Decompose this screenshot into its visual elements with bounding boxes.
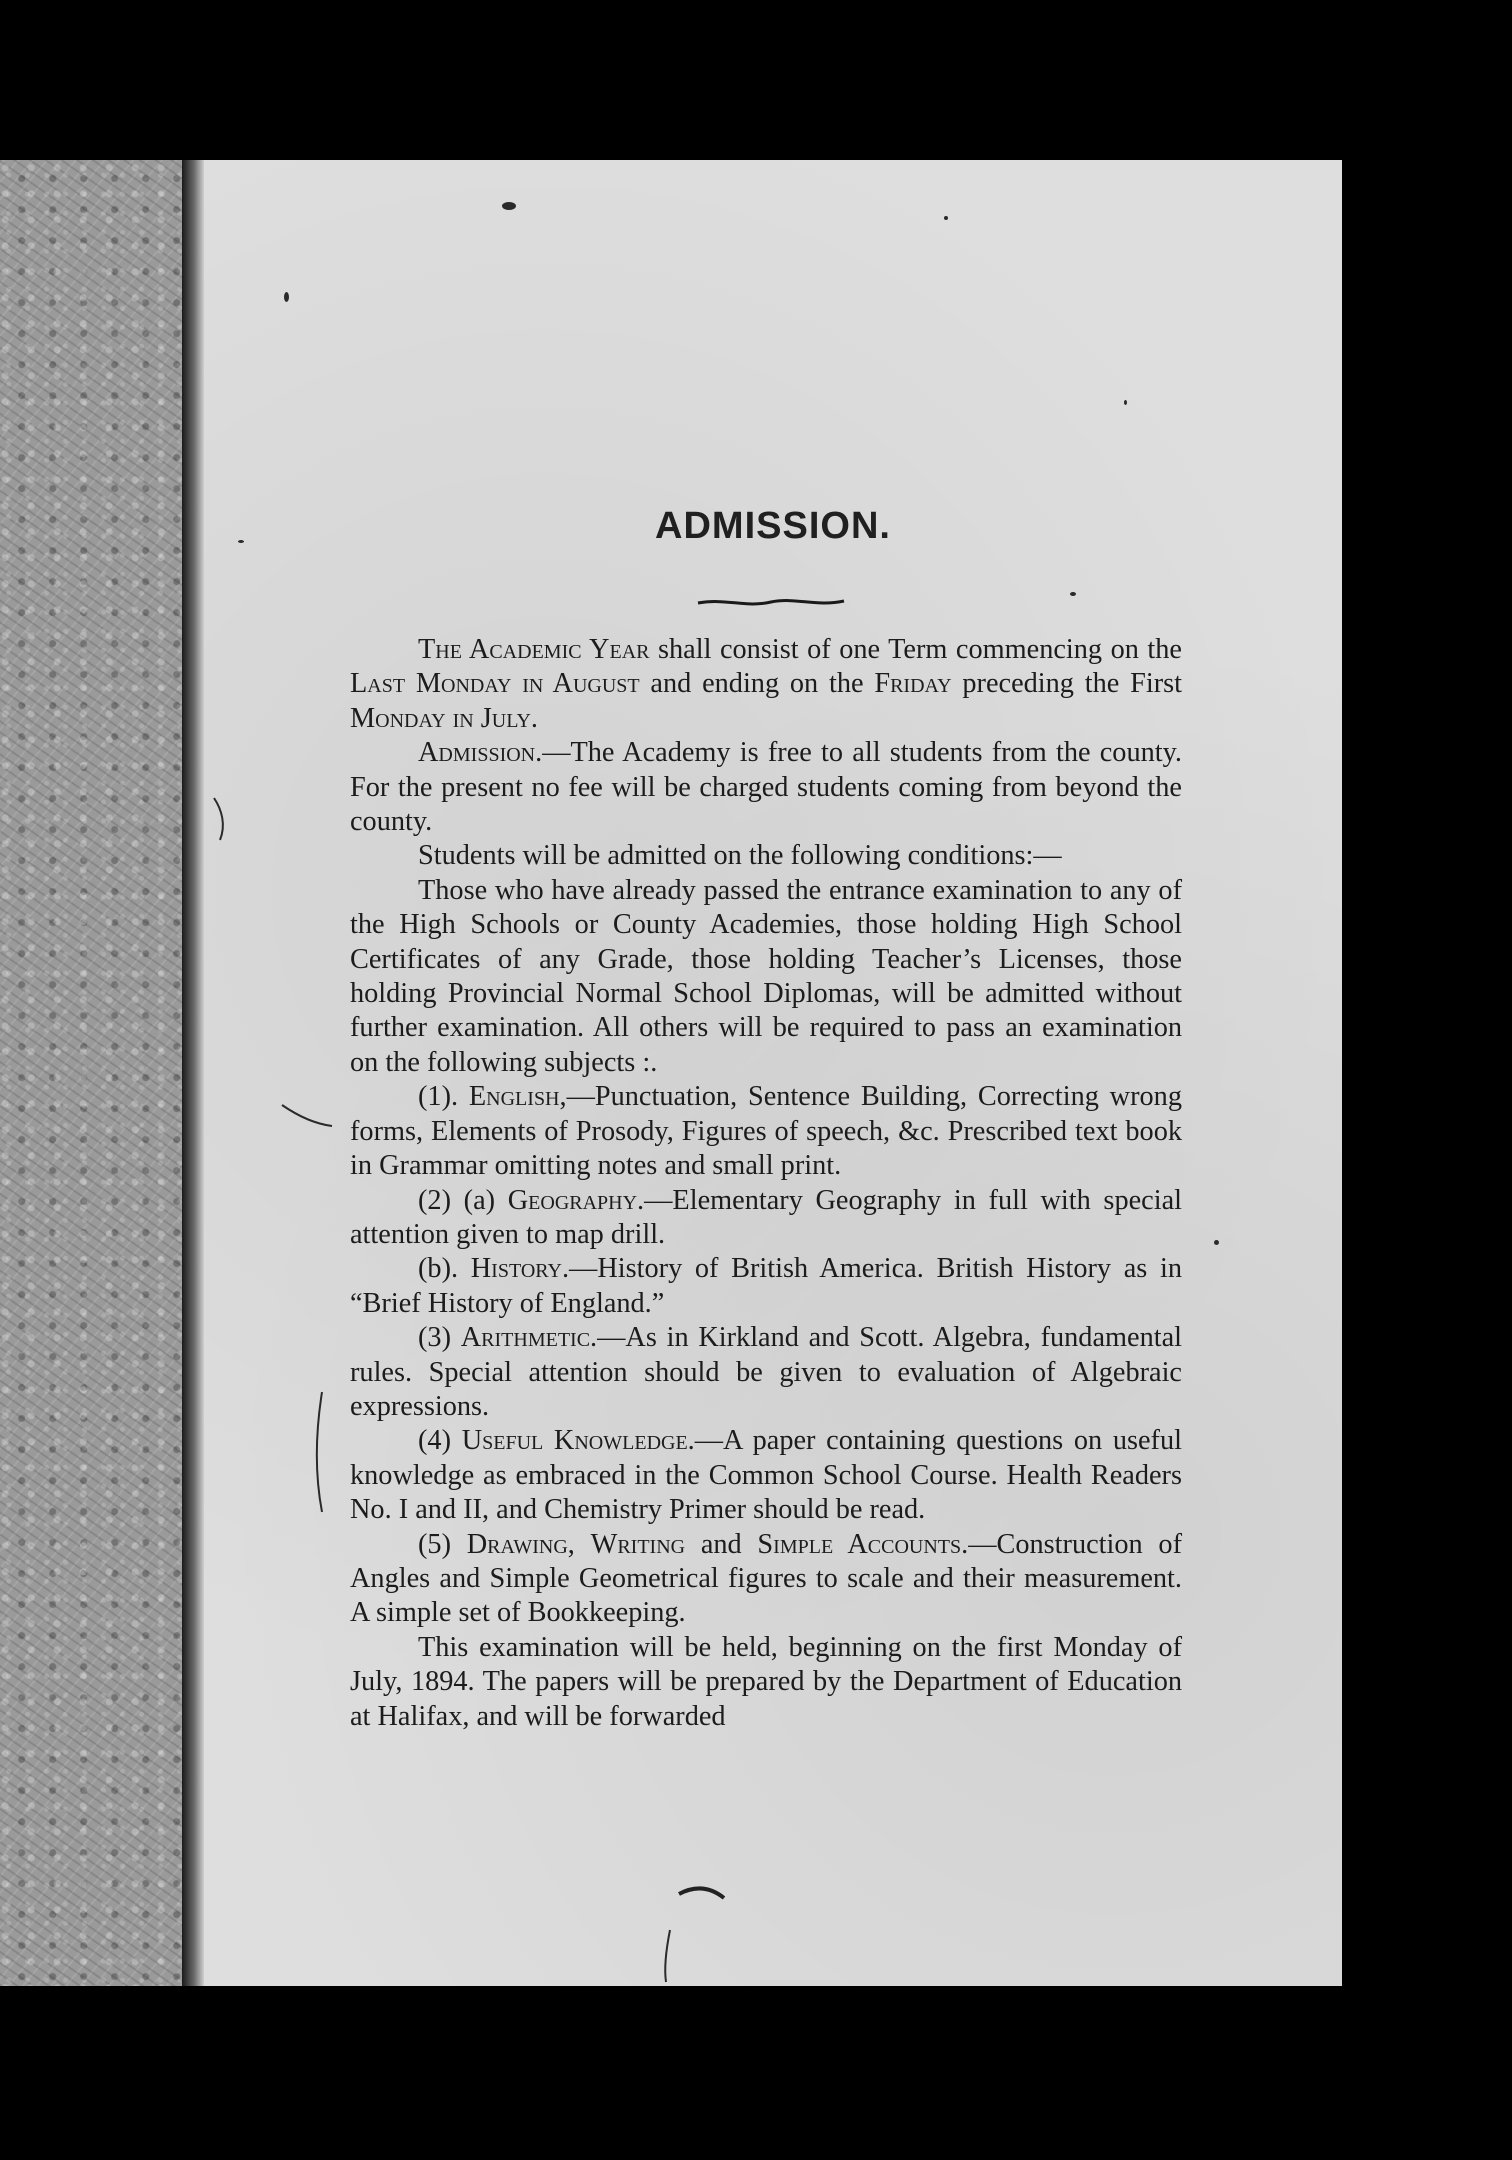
book-cover-edge (0, 160, 182, 1986)
subject-arithmetic: (3) Arithmetic.—As in Kirkland and Scott. Algebra, fundamental rules. Special attention should be given to evaluation of Algebraic expressions. (350, 1322, 1182, 1422)
document-page (204, 160, 1342, 1986)
subject-drawing: (5) Drawing, Writing and Simple Accounts.—Construction of Angles and Simple Geometrical figures to scale and their measurement. A simple set of Bookkeeping. (350, 1528, 1183, 1629)
paragraph-entrance: Those who have already passed the entrance examination to any of the High Schools or County Academies, those holding High School Certificates of any Grade, those holding Teacher’s Licenses, those holding Provincial Normal School Diplomas, will be admitted without further examination. All others will be required to pass an examination on the following subjects :. (350, 874, 1182, 1078)
page-title: ADMISSION. (655, 505, 891, 547)
paragraph-examination: This examination will be held, beginning on the first Monday of July, 1894. The papers will be prepared by the Department of Education at Halifax, and will be forwarded (350, 1631, 1182, 1732)
subject-history: (b). History.—History of British America. British History as in “Brief History of England.” (350, 1253, 1182, 1319)
subject-english: (1). English,—Punctuation, Sentence Building, Correcting wrong forms, Elements of Prosody, Figures of speech, &c. Prescribed text book in Grammar omitting notes and small print. (350, 1081, 1182, 1182)
page-gutter (182, 160, 204, 1986)
subject-geography: (2) (a) Geography.—Elementary Geography in full with special attention given to map drill. (350, 1184, 1182, 1250)
paragraph-conditions: Students will be admitted on the following conditions:— (418, 840, 1062, 872)
paragraph-academic-year: The Academic Year shall consist of one Term commencing on the Last Monday in August and ending on the Friday preceding the First Monday in July. (350, 634, 1182, 734)
paragraph-admission: Admission.—The Academy is free to all students from the county. For the present no fee will be charged students coming from beyond the county. (350, 737, 1182, 838)
pencil-marks (204, 160, 1342, 1986)
subject-useful-knowledge: (4) Useful Knowledge.—A paper containing questions on useful knowledge as embraced in the Common School Course. Health Readers No. I and II, and Chemistry Primer should be read. (350, 1425, 1182, 1526)
